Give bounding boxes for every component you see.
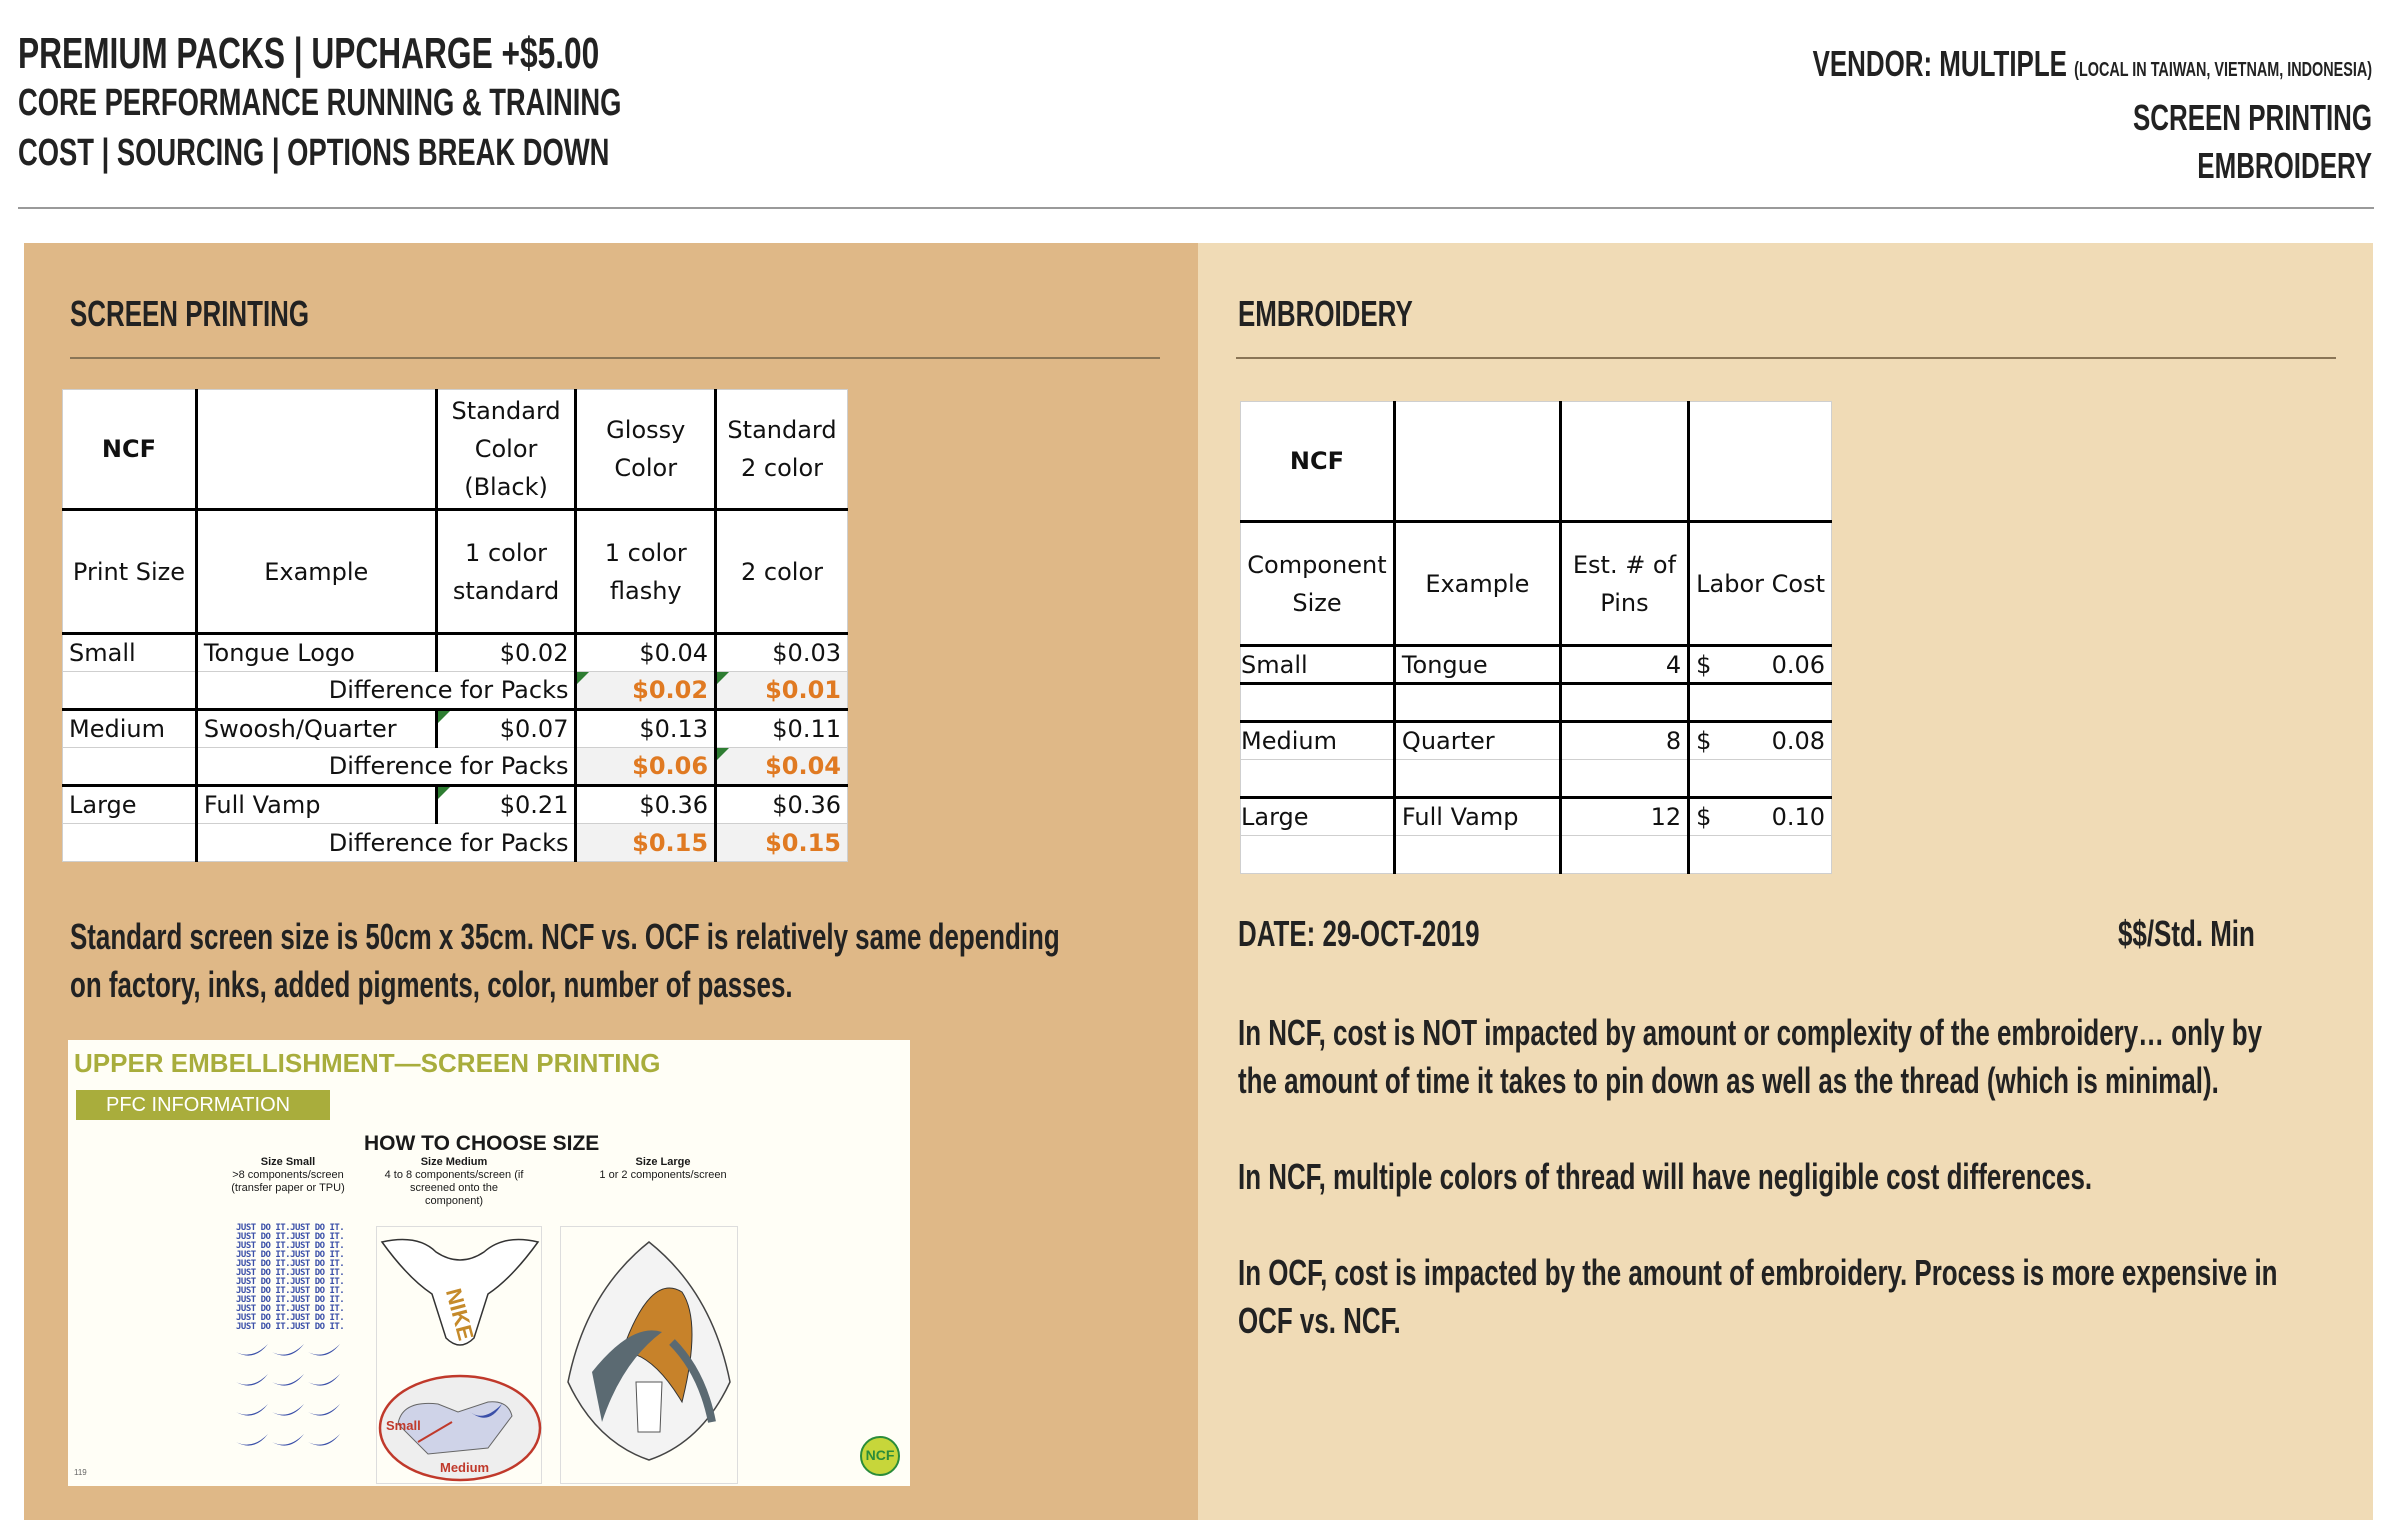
screen-printing-rule	[70, 357, 1160, 359]
currency-symbol: $	[1696, 727, 1712, 755]
page-subtitle: CORE PERFORMANCE RUNNING & TRAINING	[18, 82, 622, 124]
cell-example: Tongue Logo	[196, 634, 436, 672]
header-print-size: Print Size	[63, 510, 197, 634]
cost-value: 0.08	[1771, 727, 1825, 755]
cell-diff-glossy: $0.15	[576, 824, 716, 862]
cell-diff-two-color: $0.15	[716, 824, 848, 862]
cell-difference-label: Difference for Packs	[196, 748, 576, 786]
header-standard-2-color: Standard 2 color	[716, 390, 848, 510]
vendor-line	[1813, 40, 2372, 94]
table-row-difference	[63, 824, 848, 862]
header-right	[1595, 40, 2372, 190]
cell-diff-two-color: $0.04	[716, 748, 848, 786]
header-example: Example	[196, 510, 436, 634]
table-row-difference	[63, 748, 848, 786]
screen-printing-title: SCREEN PRINTING	[70, 293, 310, 334]
header-standard-color: Standard Color (Black)	[436, 390, 576, 510]
cell-example: Full Vamp	[1394, 798, 1560, 836]
cell-example: Quarter	[1394, 722, 1560, 760]
table-header-row	[63, 390, 848, 510]
header-right-embroidery: EMBROIDERY	[2197, 145, 2372, 186]
cost-value: 0.10	[1771, 803, 1825, 831]
header-right-screen-printing: SCREEN PRINTING	[2132, 97, 2372, 138]
cell-blank	[63, 748, 197, 786]
page-title: PREMIUM PACKS | UPCHARGE +$5.00	[18, 29, 600, 78]
cell-labor-cost	[1689, 722, 1832, 760]
header-labor-cost: Labor Cost	[1689, 522, 1832, 646]
cell-size: Large	[1241, 798, 1395, 836]
screen-size-note: Standard screen size is 50cm x 35cm. NCF vs. OCF is relatively same depending on factory, inks, added pigments, color, number of passes.	[70, 916, 1060, 1005]
cell-example: Tongue	[1394, 646, 1560, 684]
header-left	[18, 30, 856, 178]
cell-glossy: $0.13	[576, 710, 716, 748]
slide-page-number: 119	[74, 1468, 87, 1477]
tongue-component-illustration	[378, 1228, 542, 1484]
cell-labor-cost	[1689, 798, 1832, 836]
table-subheader-row	[63, 510, 848, 634]
cell-example: Swoosh/Quarter	[196, 710, 436, 748]
size-medium-title: Size Medium	[420, 1156, 488, 1168]
slide-heading: HOW TO CHOOSE SIZE	[364, 1132, 600, 1155]
slide-badge: PFC INFORMATION	[76, 1090, 330, 1120]
cell-glossy: $0.36	[576, 786, 716, 824]
header-est-pins: Est. # of Pins	[1560, 522, 1688, 646]
size-medium-desc: 4 to 8 components/screen (if screened onto the component)	[384, 1169, 524, 1207]
table-row	[63, 710, 848, 748]
full-vamp-illustration	[562, 1232, 736, 1472]
vendor-note: (LOCAL IN TAIWAN, VIETNAM, INDONESIA)	[2074, 59, 2372, 81]
currency-symbol: $	[1696, 650, 1712, 679]
header-1-color-standard: 1 color standard	[436, 510, 576, 634]
table-row-spacer	[1241, 836, 1832, 874]
size-medium-caption	[384, 1156, 524, 1208]
size-large-desc: 1 or 2 components/screen	[599, 1169, 727, 1181]
cell-pins: 8	[1560, 722, 1688, 760]
svg-text:NIKE: NIKE	[440, 1285, 479, 1343]
embroidery-paragraph-3: In OCF, cost is impacted by the amount of embroidery. Process is more expensive in OCF vs. NCF.	[1238, 1252, 2278, 1341]
label-medium: Medium	[440, 1460, 490, 1475]
header-divider	[18, 207, 2374, 209]
size-large-title: Size Large	[635, 1156, 691, 1168]
slide-image	[68, 1040, 910, 1486]
cell-size: Small	[1241, 646, 1395, 684]
cell-two-color: $0.11	[716, 710, 848, 748]
table-row	[63, 786, 848, 824]
swoosh-sheet	[234, 1340, 344, 1460]
cell-standard: $0.21	[436, 786, 576, 824]
label-small: Small	[386, 1418, 421, 1433]
table-row	[1241, 646, 1832, 684]
table-row	[1241, 798, 1832, 836]
embroidery-paragraph-2: In NCF, multiple colors of thread will have negligible cost differences.	[1238, 1156, 2093, 1197]
screen-printing-table	[62, 389, 848, 862]
cell-pins: 12	[1560, 798, 1688, 836]
cell-labor-cost	[1689, 646, 1832, 684]
header-blank	[1394, 402, 1560, 522]
cost-value: 0.06	[1771, 650, 1825, 679]
page-subtitle-2: COST | SOURCING | OPTIONS BREAK DOWN	[18, 132, 610, 174]
header-2-color: 2 color	[716, 510, 848, 634]
header-component-size: Component Size	[1241, 522, 1395, 646]
cell-diff-glossy: $0.02	[576, 672, 716, 710]
embroidery-title: EMBROIDERY	[1238, 293, 1413, 334]
cell-difference-label: Difference for Packs	[196, 824, 576, 862]
embroidery-table	[1240, 401, 1832, 874]
size-small-title: Size Small	[260, 1156, 316, 1168]
cell-size: Small	[63, 634, 197, 672]
table-header-row	[1241, 402, 1832, 522]
cell-size: Medium	[63, 710, 197, 748]
table-row-difference	[63, 672, 848, 710]
slide-title: UPPER EMBELLISHMENT—SCREEN PRINTING	[74, 1048, 661, 1078]
header-ncf: NCF	[1241, 402, 1395, 522]
ncf-logo: NCF	[860, 1436, 900, 1476]
embroidery-panel	[1198, 243, 2373, 1520]
embroidery-date: DATE: 29-OCT-2019	[1238, 913, 1480, 954]
cell-size: Large	[63, 786, 197, 824]
table-row-spacer	[1241, 684, 1832, 722]
cell-diff-glossy: $0.06	[576, 748, 716, 786]
table-row-spacer	[1241, 760, 1832, 798]
cell-pins: 4	[1560, 646, 1688, 684]
currency-symbol: $	[1696, 803, 1712, 831]
embroidery-rule	[1236, 357, 2336, 359]
cell-difference-label: Difference for Packs	[196, 672, 576, 710]
table-row	[63, 634, 848, 672]
header-blank	[1560, 402, 1688, 522]
embroidery-paragraph-1: In NCF, cost is NOT impacted by amount or complexity of the embroidery… only by the amount of time it takes to pin down as well as the thread (which is minimal).	[1238, 1012, 2263, 1101]
cell-glossy: $0.04	[576, 634, 716, 672]
cell-two-color: $0.36	[716, 786, 848, 824]
cell-two-color: $0.03	[716, 634, 848, 672]
header-blank	[196, 390, 436, 510]
header-ncf: NCF	[63, 390, 197, 510]
cell-standard: $0.07	[436, 710, 576, 748]
table-row	[1241, 722, 1832, 760]
header-1-color-flashy: 1 color flashy	[576, 510, 716, 634]
header-blank	[1689, 402, 1832, 522]
cell-blank	[63, 672, 197, 710]
header-example: Example	[1394, 522, 1560, 646]
embroidery-unit: $$/Std. Min	[2118, 913, 2255, 954]
size-large-caption	[588, 1156, 738, 1182]
cell-example: Full Vamp	[196, 786, 436, 824]
size-small-caption	[218, 1156, 358, 1195]
cell-diff-two-color: $0.01	[716, 672, 848, 710]
table-subheader-row	[1241, 522, 1832, 646]
size-small-desc: >8 components/screen (transfer paper or TPU)	[231, 1169, 345, 1194]
cell-blank	[63, 824, 197, 862]
vendor-label: VENDOR: MULTIPLE	[1812, 43, 2067, 84]
cell-standard: $0.02	[436, 634, 576, 672]
jdi-print-sheet: JUST DO IT.JUST DO IT. JUST DO IT.JUST DO IT. JUST DO IT.JUST DO IT. JUST DO IT.JUST DO IT. JUST DO IT.JUST DO IT. JUST DO IT.JUST DO IT. JUST DO IT.JUST DO IT. JUST DO IT.JUST DO IT. JUST DO IT.JUST DO IT. JUST DO IT.JUST DO IT. JUST DO IT.JUST DO IT. JUST DO IT.JUST DO IT.	[236, 1223, 345, 1332]
cell-size: Medium	[1241, 722, 1395, 760]
header-glossy-color: Glossy Color	[576, 390, 716, 510]
